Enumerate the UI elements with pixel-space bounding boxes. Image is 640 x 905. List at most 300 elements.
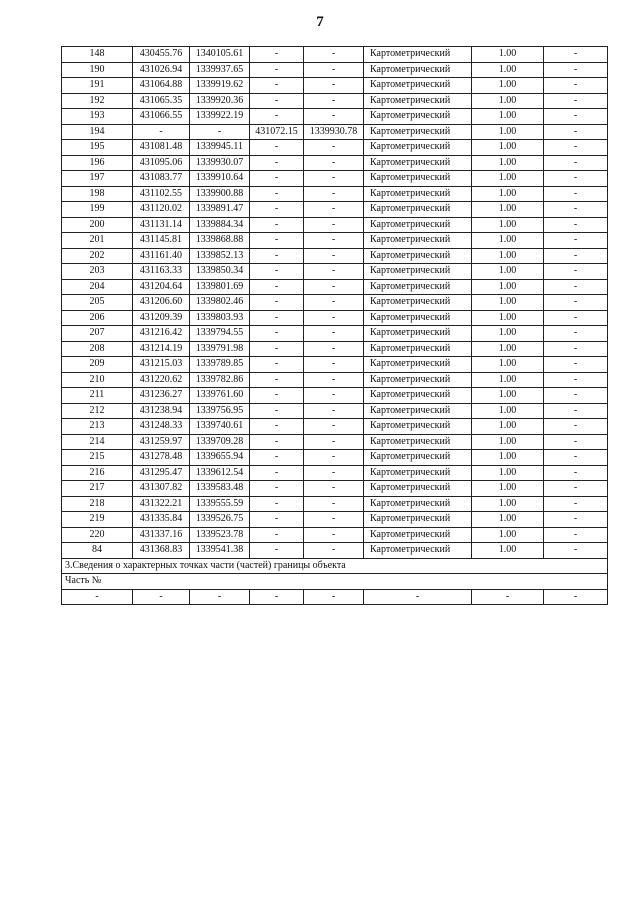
x-coordinate-cell: 431066.55	[133, 109, 190, 125]
x2-coordinate-cell: -	[250, 202, 304, 218]
x-coordinate-cell: 431215.03	[133, 357, 190, 373]
y2-coordinate-cell: -	[304, 527, 364, 543]
x2-coordinate-cell: -	[250, 295, 304, 311]
point-number-cell: 208	[62, 341, 133, 357]
y-coordinate-cell: 1339922.19	[190, 109, 250, 125]
accuracy-cell: 1.00	[472, 47, 544, 63]
point-number-cell: 201	[62, 233, 133, 249]
x2-coordinate-cell: -	[250, 186, 304, 202]
y-coordinate-cell: 1339891.47	[190, 202, 250, 218]
y2-coordinate-cell: -	[304, 279, 364, 295]
method-cell: Картометрический	[364, 140, 472, 156]
y2-coordinate-cell: -	[304, 78, 364, 94]
note-cell: -	[544, 512, 608, 528]
point-number-cell: 214	[62, 434, 133, 450]
y2-coordinate-cell: -	[304, 295, 364, 311]
x2-coordinate-cell: -	[250, 217, 304, 233]
table-row	[62, 372, 608, 388]
table-row	[62, 47, 608, 63]
x2-coordinate-cell: -	[250, 434, 304, 450]
point-number-cell: 217	[62, 481, 133, 497]
y-coordinate-cell: 1339930.07	[190, 155, 250, 171]
table-row	[62, 326, 608, 342]
accuracy-cell: 1.00	[472, 341, 544, 357]
x2-coordinate-cell: -	[250, 496, 304, 512]
y-coordinate-cell: 1339756.95	[190, 403, 250, 419]
accuracy-cell: 1.00	[472, 419, 544, 435]
y2-coordinate-cell: -	[304, 450, 364, 466]
accuracy-cell: 1.00	[472, 388, 544, 404]
accuracy-cell: 1.00	[472, 124, 544, 140]
x2-coordinate-cell: -	[250, 93, 304, 109]
point-number-cell: 204	[62, 279, 133, 295]
table-row	[62, 124, 608, 140]
point-number-cell: 216	[62, 465, 133, 481]
table-row	[62, 186, 608, 202]
point-number-cell: 192	[62, 93, 133, 109]
x2-coordinate-cell: -	[250, 310, 304, 326]
y2-coordinate-cell: -	[304, 357, 364, 373]
point-number-cell: 215	[62, 450, 133, 466]
point-number-cell: 207	[62, 326, 133, 342]
y2-coordinate-cell: -	[304, 109, 364, 125]
x2-coordinate-cell: -	[250, 171, 304, 187]
y-coordinate-cell: 1339919.62	[190, 78, 250, 94]
method-cell: Картометрический	[364, 295, 472, 311]
point-number-cell: 199	[62, 202, 133, 218]
x2-coordinate-cell: -	[250, 403, 304, 419]
y-coordinate-cell: 1339937.65	[190, 62, 250, 78]
accuracy-cell: 1.00	[472, 481, 544, 497]
part-number-label: Часть №	[62, 574, 608, 590]
table-row	[62, 450, 608, 466]
y2-coordinate-cell: -	[304, 186, 364, 202]
table-row	[62, 155, 608, 171]
method-cell: Картометрический	[364, 93, 472, 109]
section3-empty-row	[62, 589, 608, 605]
method-cell: Картометрический	[364, 233, 472, 249]
x2-coordinate-cell: -	[250, 543, 304, 559]
point-number-cell: 196	[62, 155, 133, 171]
accuracy-cell: 1.00	[472, 527, 544, 543]
note-cell: -	[544, 248, 608, 264]
x-coordinate-cell: 431102.55	[133, 186, 190, 202]
x2-coordinate-cell: -	[250, 155, 304, 171]
x-coordinate-cell: 431065.35	[133, 93, 190, 109]
method-cell: Картометрический	[364, 109, 472, 125]
table-row	[62, 481, 608, 497]
x-coordinate-cell: 431095.06	[133, 155, 190, 171]
note-cell: -	[544, 465, 608, 481]
method-cell: Картометрический	[364, 357, 472, 373]
method-cell: Картометрический	[364, 155, 472, 171]
x-coordinate-cell: 431368.83	[133, 543, 190, 559]
accuracy-cell: 1.00	[472, 202, 544, 218]
point-number-cell: 220	[62, 527, 133, 543]
x2-coordinate-cell: -	[250, 481, 304, 497]
y2-coordinate-cell: -	[304, 310, 364, 326]
y2-coordinate-cell: -	[304, 171, 364, 187]
note-cell: -	[544, 155, 608, 171]
accuracy-cell: 1.00	[472, 279, 544, 295]
x-coordinate-cell: 431238.94	[133, 403, 190, 419]
method-cell: Картометрический	[364, 341, 472, 357]
table-row	[62, 388, 608, 404]
y2-coordinate-cell: -	[304, 93, 364, 109]
y-coordinate-cell: 1339782.86	[190, 372, 250, 388]
table-row	[62, 310, 608, 326]
table-cell: -	[472, 589, 544, 605]
page-number: 7	[316, 14, 324, 30]
point-number-cell: 211	[62, 388, 133, 404]
accuracy-cell: 1.00	[472, 496, 544, 512]
x2-coordinate-cell: -	[250, 372, 304, 388]
y-coordinate-cell: 1339740.61	[190, 419, 250, 435]
point-number-cell: 202	[62, 248, 133, 264]
x-coordinate-cell: 431335.84	[133, 512, 190, 528]
x-coordinate-cell: 431081.48	[133, 140, 190, 156]
table-row	[62, 62, 608, 78]
table-cell: -	[304, 589, 364, 605]
x-coordinate-cell: 431064.88	[133, 78, 190, 94]
y-coordinate-cell: 1339900.88	[190, 186, 250, 202]
y-coordinate-cell: 1339794.55	[190, 326, 250, 342]
x-coordinate-cell: 431120.02	[133, 202, 190, 218]
coordinates-table	[61, 46, 608, 605]
note-cell: -	[544, 279, 608, 295]
accuracy-cell: 1.00	[472, 310, 544, 326]
method-cell: Картометрический	[364, 78, 472, 94]
x2-coordinate-cell: -	[250, 140, 304, 156]
note-cell: -	[544, 140, 608, 156]
table-row	[62, 295, 608, 311]
accuracy-cell: 1.00	[472, 450, 544, 466]
table-row	[62, 496, 608, 512]
method-cell: Картометрический	[364, 388, 472, 404]
y-coordinate-cell: 1339709.28	[190, 434, 250, 450]
y-coordinate-cell: 1339910.64	[190, 171, 250, 187]
part-number-row	[62, 574, 608, 590]
point-number-cell: 203	[62, 264, 133, 280]
table-row	[62, 171, 608, 187]
section3-title-row	[62, 558, 608, 574]
accuracy-cell: 1.00	[472, 233, 544, 249]
method-cell: Картометрический	[364, 326, 472, 342]
note-cell: -	[544, 124, 608, 140]
point-number-cell: 219	[62, 512, 133, 528]
table-row	[62, 543, 608, 559]
note-cell: -	[544, 295, 608, 311]
x-coordinate-cell: 431295.47	[133, 465, 190, 481]
accuracy-cell: 1.00	[472, 357, 544, 373]
accuracy-cell: 1.00	[472, 372, 544, 388]
y2-coordinate-cell: -	[304, 217, 364, 233]
x-coordinate-cell: -	[133, 124, 190, 140]
method-cell: Картометрический	[364, 124, 472, 140]
method-cell: Картометрический	[364, 434, 472, 450]
note-cell: -	[544, 543, 608, 559]
y2-coordinate-cell: -	[304, 155, 364, 171]
x-coordinate-cell: 431214.19	[133, 341, 190, 357]
point-number-cell: 193	[62, 109, 133, 125]
table-row	[62, 217, 608, 233]
accuracy-cell: 1.00	[472, 171, 544, 187]
accuracy-cell: 1.00	[472, 326, 544, 342]
point-number-cell: 148	[62, 47, 133, 63]
accuracy-cell: 1.00	[472, 217, 544, 233]
accuracy-cell: 1.00	[472, 295, 544, 311]
y-coordinate-cell: 1339945.11	[190, 140, 250, 156]
x2-coordinate-cell: -	[250, 527, 304, 543]
method-cell: Картометрический	[364, 279, 472, 295]
x2-coordinate-cell: -	[250, 465, 304, 481]
y-coordinate-cell: 1339852.13	[190, 248, 250, 264]
x-coordinate-cell: 430455.76	[133, 47, 190, 63]
method-cell: Картометрический	[364, 403, 472, 419]
x2-coordinate-cell: -	[250, 62, 304, 78]
table-row	[62, 140, 608, 156]
y-coordinate-cell: 1339791.98	[190, 341, 250, 357]
table-cell: -	[250, 589, 304, 605]
method-cell: Картометрический	[364, 496, 472, 512]
x-coordinate-cell: 431206.60	[133, 295, 190, 311]
x2-coordinate-cell: -	[250, 109, 304, 125]
table-cell: -	[190, 589, 250, 605]
x2-coordinate-cell: -	[250, 357, 304, 373]
x-coordinate-cell: 431259.97	[133, 434, 190, 450]
accuracy-cell: 1.00	[472, 78, 544, 94]
method-cell: Картометрический	[364, 543, 472, 559]
note-cell: -	[544, 341, 608, 357]
method-cell: Картометрический	[364, 419, 472, 435]
method-cell: Картометрический	[364, 217, 472, 233]
note-cell: -	[544, 93, 608, 109]
method-cell: Картометрический	[364, 450, 472, 466]
accuracy-cell: 1.00	[472, 155, 544, 171]
x-coordinate-cell: 431083.77	[133, 171, 190, 187]
note-cell: -	[544, 264, 608, 280]
point-number-cell: 194	[62, 124, 133, 140]
note-cell: -	[544, 496, 608, 512]
y-coordinate-cell: 1339850.34	[190, 264, 250, 280]
accuracy-cell: 1.00	[472, 186, 544, 202]
table-cell: -	[544, 589, 608, 605]
y2-coordinate-cell: -	[304, 326, 364, 342]
y2-coordinate-cell: -	[304, 403, 364, 419]
x-coordinate-cell: 431236.27	[133, 388, 190, 404]
section3-title: 3.Сведения о характерных точках части (частей) границы объекта	[62, 558, 608, 574]
y-coordinate-cell: 1339920.36	[190, 93, 250, 109]
table-row	[62, 233, 608, 249]
method-cell: Картометрический	[364, 481, 472, 497]
accuracy-cell: 1.00	[472, 543, 544, 559]
point-number-cell: 205	[62, 295, 133, 311]
table-row	[62, 78, 608, 94]
y2-coordinate-cell: -	[304, 233, 364, 249]
table-row	[62, 527, 608, 543]
x2-coordinate-cell: -	[250, 341, 304, 357]
accuracy-cell: 1.00	[472, 403, 544, 419]
point-number-cell: 206	[62, 310, 133, 326]
x-coordinate-cell: 431322.21	[133, 496, 190, 512]
y-coordinate-cell: 1339803.93	[190, 310, 250, 326]
method-cell: Картометрический	[364, 264, 472, 280]
x2-coordinate-cell: -	[250, 512, 304, 528]
x-coordinate-cell: 431248.33	[133, 419, 190, 435]
y2-coordinate-cell: -	[304, 496, 364, 512]
y-coordinate-cell: 1339868.88	[190, 233, 250, 249]
y2-coordinate-cell: -	[304, 465, 364, 481]
y-coordinate-cell: 1339884.34	[190, 217, 250, 233]
y2-coordinate-cell: -	[304, 372, 364, 388]
y-coordinate-cell: 1339612.54	[190, 465, 250, 481]
y2-coordinate-cell: -	[304, 543, 364, 559]
accuracy-cell: 1.00	[472, 93, 544, 109]
x-coordinate-cell: 431026.94	[133, 62, 190, 78]
x2-coordinate-cell: -	[250, 279, 304, 295]
point-number-cell: 84	[62, 543, 133, 559]
point-number-cell: 213	[62, 419, 133, 435]
note-cell: -	[544, 186, 608, 202]
y2-coordinate-cell: -	[304, 419, 364, 435]
y-coordinate-cell: -	[190, 124, 250, 140]
note-cell: -	[544, 233, 608, 249]
point-number-cell: 210	[62, 372, 133, 388]
method-cell: Картометрический	[364, 186, 472, 202]
method-cell: Картометрический	[364, 62, 472, 78]
x-coordinate-cell: 431307.82	[133, 481, 190, 497]
point-number-cell: 197	[62, 171, 133, 187]
x-coordinate-cell: 431163.33	[133, 264, 190, 280]
table-row	[62, 434, 608, 450]
table-row	[62, 109, 608, 125]
y2-coordinate-cell: -	[304, 62, 364, 78]
x2-coordinate-cell: -	[250, 326, 304, 342]
y-coordinate-cell: 1339583.48	[190, 481, 250, 497]
x-coordinate-cell: 431220.62	[133, 372, 190, 388]
x-coordinate-cell: 431337.16	[133, 527, 190, 543]
accuracy-cell: 1.00	[472, 140, 544, 156]
x-coordinate-cell: 431278.48	[133, 450, 190, 466]
point-number-cell: 195	[62, 140, 133, 156]
x-coordinate-cell: 431145.81	[133, 233, 190, 249]
note-cell: -	[544, 450, 608, 466]
x-coordinate-cell: 431209.39	[133, 310, 190, 326]
accuracy-cell: 1.00	[472, 434, 544, 450]
x2-coordinate-cell: -	[250, 47, 304, 63]
x2-coordinate-cell: -	[250, 388, 304, 404]
y2-coordinate-cell: -	[304, 388, 364, 404]
y-coordinate-cell: 1339761.60	[190, 388, 250, 404]
method-cell: Картометрический	[364, 171, 472, 187]
note-cell: -	[544, 419, 608, 435]
table-row	[62, 341, 608, 357]
table-row	[62, 279, 608, 295]
y2-coordinate-cell: -	[304, 512, 364, 528]
method-cell: Картометрический	[364, 527, 472, 543]
x2-coordinate-cell: -	[250, 248, 304, 264]
x-coordinate-cell: 431204.64	[133, 279, 190, 295]
y-coordinate-cell: 1339523.78	[190, 527, 250, 543]
method-cell: Картометрический	[364, 202, 472, 218]
note-cell: -	[544, 434, 608, 450]
y2-coordinate-cell: -	[304, 140, 364, 156]
note-cell: -	[544, 47, 608, 63]
accuracy-cell: 1.00	[472, 465, 544, 481]
point-number-cell: 191	[62, 78, 133, 94]
note-cell: -	[544, 372, 608, 388]
table-cell: -	[133, 589, 190, 605]
y2-coordinate-cell: -	[304, 341, 364, 357]
method-cell: Картометрический	[364, 512, 472, 528]
y-coordinate-cell: 1340105.61	[190, 47, 250, 63]
note-cell: -	[544, 481, 608, 497]
x2-coordinate-cell: -	[250, 233, 304, 249]
y-coordinate-cell: 1339789.85	[190, 357, 250, 373]
point-number-cell: 190	[62, 62, 133, 78]
note-cell: -	[544, 310, 608, 326]
accuracy-cell: 1.00	[472, 248, 544, 264]
note-cell: -	[544, 217, 608, 233]
point-number-cell: 200	[62, 217, 133, 233]
y2-coordinate-cell: -	[304, 248, 364, 264]
accuracy-cell: 1.00	[472, 264, 544, 280]
note-cell: -	[544, 527, 608, 543]
table-cell: -	[364, 589, 472, 605]
x-coordinate-cell: 431131.14	[133, 217, 190, 233]
table-row	[62, 512, 608, 528]
x2-coordinate-cell: -	[250, 450, 304, 466]
table-row	[62, 264, 608, 280]
table-body	[62, 47, 608, 559]
accuracy-cell: 1.00	[472, 62, 544, 78]
x2-coordinate-cell: -	[250, 78, 304, 94]
y-coordinate-cell: 1339655.94	[190, 450, 250, 466]
y-coordinate-cell: 1339526.75	[190, 512, 250, 528]
x-coordinate-cell: 431216.42	[133, 326, 190, 342]
method-cell: Картометрический	[364, 465, 472, 481]
section3-body	[62, 558, 608, 605]
note-cell: -	[544, 403, 608, 419]
x-coordinate-cell: 431161.40	[133, 248, 190, 264]
method-cell: Картометрический	[364, 47, 472, 63]
method-cell: Картометрический	[364, 248, 472, 264]
note-cell: -	[544, 388, 608, 404]
table-cell: -	[62, 589, 133, 605]
note-cell: -	[544, 109, 608, 125]
table-row	[62, 93, 608, 109]
table-row	[62, 465, 608, 481]
x2-coordinate-cell: 431072.15	[250, 124, 304, 140]
note-cell: -	[544, 357, 608, 373]
y-coordinate-cell: 1339801.69	[190, 279, 250, 295]
y2-coordinate-cell: -	[304, 264, 364, 280]
point-number-cell: 212	[62, 403, 133, 419]
x2-coordinate-cell: -	[250, 264, 304, 280]
note-cell: -	[544, 202, 608, 218]
y2-coordinate-cell: -	[304, 47, 364, 63]
method-cell: Картометрический	[364, 310, 472, 326]
y2-coordinate-cell: -	[304, 481, 364, 497]
point-number-cell: 209	[62, 357, 133, 373]
table-row	[62, 202, 608, 218]
table-row	[62, 248, 608, 264]
note-cell: -	[544, 78, 608, 94]
point-number-cell: 198	[62, 186, 133, 202]
accuracy-cell: 1.00	[472, 109, 544, 125]
y-coordinate-cell: 1339541.38	[190, 543, 250, 559]
x2-coordinate-cell: -	[250, 419, 304, 435]
